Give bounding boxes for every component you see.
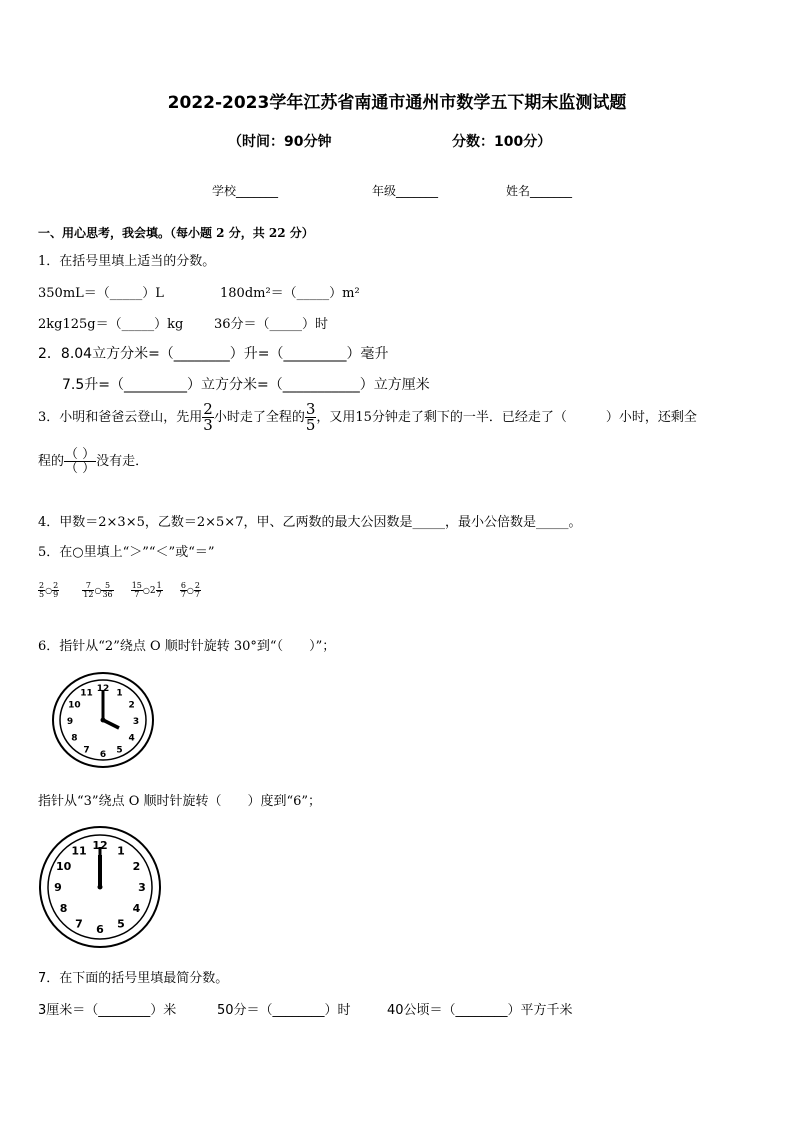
denominator: 12	[83, 590, 94, 599]
numerator: 5	[101, 582, 113, 591]
numerator: 7	[82, 582, 94, 591]
clock-numeral: 8	[59, 902, 68, 915]
clock-numeral: 3	[132, 717, 140, 727]
clock-numeral: 12	[92, 839, 108, 852]
q1-stem: 1．在括号里填上适当的分数。	[38, 254, 216, 269]
q1-item-c: 2kg125g＝（_____）kg	[38, 317, 184, 332]
q3-line2	[38, 448, 148, 475]
clock-numeral: 4	[128, 733, 135, 744]
denominator: 3	[203, 416, 213, 434]
clock-numeral: 9	[66, 717, 74, 727]
q3-text-2: 小时走了全程的	[213, 410, 305, 425]
q1-item-d: 36分＝（_____）时	[214, 317, 329, 332]
clock-numeral: 4	[132, 902, 141, 915]
comparison-item	[180, 581, 201, 599]
clock-numeral: 7	[83, 745, 90, 756]
clock-numeral: 5	[117, 917, 125, 931]
school-field[interactable]: 学校_______	[212, 184, 279, 198]
clock-twelve-icon	[36, 825, 166, 950]
q5-items	[38, 582, 201, 599]
denominator: （ ）	[65, 461, 96, 476]
numerator: 6	[180, 581, 186, 590]
denominator: 9	[53, 590, 59, 599]
compare-circle[interactable]: ○	[94, 585, 102, 595]
clock-numeral: 12	[96, 684, 110, 694]
fraction	[82, 582, 94, 599]
denominator: 36	[102, 590, 113, 599]
clock-numeral: 2	[128, 700, 135, 711]
numerator: 2	[194, 581, 200, 590]
q3-text-1: 3．小明和爸爸云登山，先用	[38, 410, 203, 425]
exam-score: 分数：100分）	[452, 134, 552, 150]
fraction	[305, 402, 317, 433]
clock-numeral: 9	[54, 881, 62, 894]
q7-item-c: 40公顷＝（________）平方千米	[387, 1003, 573, 1018]
clock-numeral: 10	[68, 700, 81, 711]
denominator: 5	[39, 590, 45, 599]
comparison-item	[82, 581, 116, 599]
exam-time: （时间：90分钟	[228, 134, 332, 150]
q2-line2: 7.5升=（_________）立方分米=（___________）立方厘米	[62, 377, 430, 393]
comparison-item	[38, 581, 62, 599]
numerator: 3	[305, 400, 316, 418]
numerator: 2	[203, 400, 213, 418]
fraction-blank[interactable]	[64, 448, 96, 475]
fraction	[202, 402, 214, 433]
q3-text-3: ，又用15分钟走了剩下的一半．已经走了（ ）小时，还剩全	[316, 410, 697, 425]
fraction	[52, 582, 59, 599]
clock-numeral: 8	[71, 733, 78, 744]
denominator: 7	[156, 590, 162, 599]
clock-numeral: 1	[117, 844, 125, 858]
comparison-item	[131, 581, 166, 599]
clock-numeral: 3	[138, 881, 146, 894]
q4-text: 4．甲数＝2×3×5，乙数＝2×5×7，甲、乙两数的最大公因数是_____，最小公倍数是_____。	[38, 515, 582, 530]
q1-item-a: 350mL＝（_____）L	[38, 286, 164, 301]
name-field[interactable]: 姓名_______	[506, 184, 573, 198]
numerator: 15	[131, 581, 142, 590]
fraction	[101, 582, 113, 599]
compare-circle[interactable]: ○	[186, 585, 194, 595]
clock-numeral: 1	[116, 688, 123, 699]
compare-circle[interactable]: ○	[142, 585, 150, 595]
q3-text-4: 程的	[38, 454, 65, 469]
q7-stem: 7．在下面的括号里填最简分数。	[38, 971, 229, 986]
fraction	[156, 582, 163, 599]
grade-field[interactable]: 年级_______	[372, 184, 439, 198]
q6-line2: 指针从“3”绕点 O 顺时针旋转（ ）度到“6”；	[38, 794, 322, 809]
section-heading: 一、用心思考，我会填。（每小题 2 分，共 22 分）	[38, 226, 314, 240]
clock-numeral: 11	[71, 844, 87, 858]
q3-text-5: 没有走．	[96, 454, 149, 469]
numerator: 2	[39, 581, 45, 590]
clock-numeral: 11	[80, 688, 93, 699]
page-title: 2022-2023学年江苏省南通市通州市数学五下期末监测试题	[167, 93, 627, 113]
q7-item-a: 3厘米＝（________）米	[38, 1003, 177, 1018]
fraction	[180, 582, 187, 599]
denominator: 7	[194, 590, 200, 599]
clock-numeral: 10	[55, 860, 72, 873]
clock-numeral: 2	[132, 860, 141, 873]
denominator: 7	[134, 590, 140, 599]
clock-four-icon	[50, 670, 160, 770]
fraction	[194, 582, 201, 599]
q6-line1: 6．指针从“2”绕点 O 顺时针旋转 30°到“（ ）”；	[38, 639, 336, 654]
q3-line1	[38, 402, 697, 433]
numerator: 1	[156, 581, 162, 590]
numerator: （ ）	[65, 447, 96, 462]
fraction	[131, 582, 143, 599]
q2-line1: 2．8.04立方分米=（________）升=（_________）毫升	[38, 346, 389, 362]
denominator: 7	[180, 590, 186, 599]
denominator: 5	[305, 416, 316, 434]
q1-item-b: 180dm²＝（_____）m²	[220, 286, 360, 301]
numerator: 2	[53, 581, 59, 590]
clock-numeral: 5	[116, 745, 123, 756]
clock-numeral: 6	[99, 750, 107, 760]
q5-stem: 5．在○里填上“＞”“＜”或“＝”	[38, 545, 215, 560]
clock-numeral: 7	[75, 917, 83, 931]
whole-number: 2	[149, 585, 156, 596]
clock-numeral: 6	[96, 923, 104, 936]
q7-item-b: 50分＝（________）时	[217, 1003, 351, 1018]
compare-circle[interactable]: ○	[45, 585, 53, 595]
